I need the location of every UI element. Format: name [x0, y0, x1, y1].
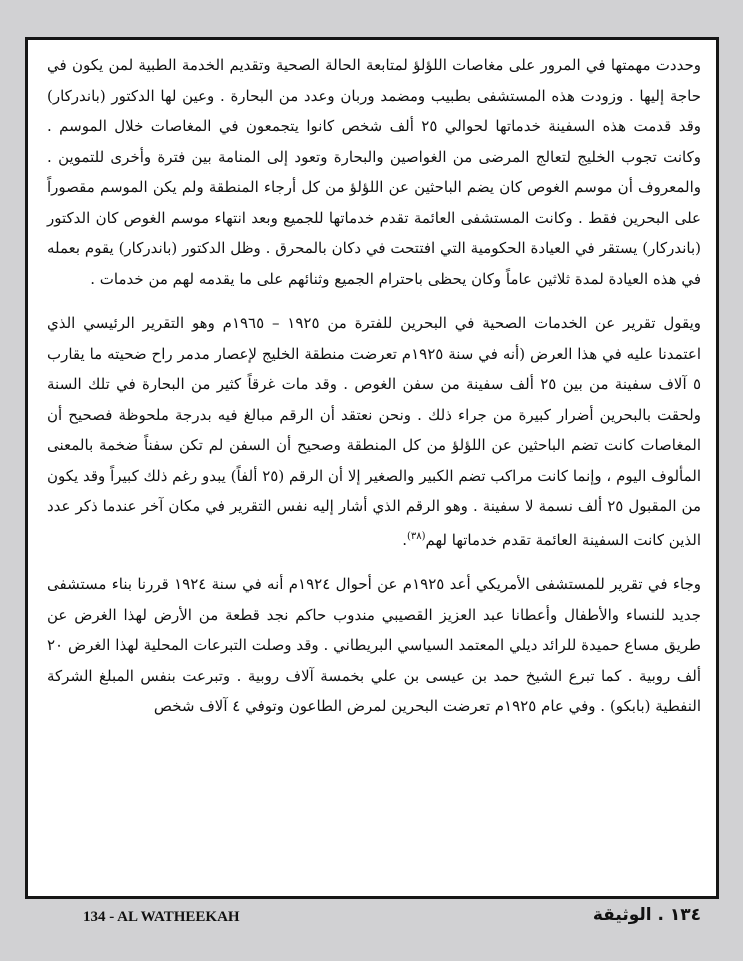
footer-page-number-latin: 134 - AL WATHEEKAH: [83, 909, 240, 925]
paragraph-2: [47, 308, 701, 555]
footnote-reference: (٣٨): [406, 530, 426, 542]
page-frame: [25, 37, 719, 899]
paragraph-2-text: ويقول تقرير عن الخدمات الصحية في البحرين للفترة من ١٩٢٥ – ١٩٦٥م وهو التقرير الرئيسي الذي اعتمدنا عليه في هذا العرض (أنه في سنة ١٩٢٥م تعرضت منطقة الخليج لإعصار مدمر راح ضحيته ما يقارب ٥ آلاف سفينة من بين ٢٥ ألف سفينة من سفن الغوص . وقد مات غرقاً كثير من البحارة في تلك السنة ولحقت بالبحرين أضرار كبيرة من جراء ذلك . ونحن نعتقد أن الرقم مبالغ فيه بدرجة ملحوظة فصحيح أن المغاصات كانت تضم الباحثين عن اللؤلؤ من كل المنطقة وصحيح أن السفن لم تكن سفناً ضخمة بالمعنى المألوف اليوم ، وإنما كانت مراكب تضم الكبير والصغير إلا أن الرقم (٢٥ ألفاً) يبدو رغم ذلك كبيراً وقد يكون من المقبول ٢٥ ألف نسمة لا سفينة . وهو الرقم الذي أشار إليه نفس التقرير في مكان آخر عندما ذكر عدد الذين كانت السفينة العائمة تقدم خدماتها لهم: [47, 314, 701, 549]
paragraph-3: وجاء في تقرير للمستشفى الأمريكي أعد ١٩٢٥م عن أحوال ١٩٢٤م أنه في سنة ١٩٢٤ قررنا بناء مستشفى جديد للنساء والأطفال وأعطانا عبد العزيز القصيبي مندوب حاكم نجد قطعة من الأرض لهذا الغرض عن طريق مساع حميدة للرائد ديلي المعتمد السياسي البريطاني . وقد وصلت التبرعات المحلية لهذا الغرض ٢٠ ألف روبية . كما تبرع الشيخ حمد بن عيسى بن علي بخمسة آلاف روبية . وتبرعت بنفس المبلغ الشركة النفطية (بابكو) . وفي عام ١٩٢٥م تعرضت البحرين لمرض الطاعون وتوفي ٤ آلاف شخص: [47, 575, 702, 715]
paragraph-1: وحددت مهمتها في المرور على مغاصات اللؤلؤ لمتابعة الحالة الصحية وتقديم الخدمة الطبية لمن يكون في حاجة إليها . وزودت هذه المستشفى بطبيب ومضمد وربان وعدد من البحارة . وعين لها الدكتور (باندركار) وقد قدمت هذه السفينة خدماتها لحوالي ٢٥ ألف شخص كانوا يتجمعون في المغاصات خلال الموسم . وكانت تجوب الخليج لتعالج المرضى من الغواصين والبحارة وتعود إلى المنامة بين فترة وأخرى للتموين . والمعروف أن موسم الغوص كان يضم الباحثين عن اللؤلؤ من كل أرجاء المنطقة ولم يكن الموسم مقصوراً على البحرين فقط . وكانت المستشفى العائمة تقدم خدماتها للجميع وبعد انتهاء موسم الغوص كان الدكتور (باندركار) يستقر في العيادة الحكومية التي افتتحت في دكان بالمحرق . وظل الدكتور (باندركار) يقوم بعمله في هذه العيادة لمدة ثلاثين عاماً وكان يحظى باحترام الجميع وثنائهم على ما يقدمه لهم من خدمات .: [47, 56, 701, 288]
body-text: [47, 50, 701, 722]
footer-page-number-arabic: ١٣٤ . الوثيقة: [592, 905, 701, 925]
footnote-close: .: [402, 530, 407, 549]
page-footer: [25, 905, 719, 935]
